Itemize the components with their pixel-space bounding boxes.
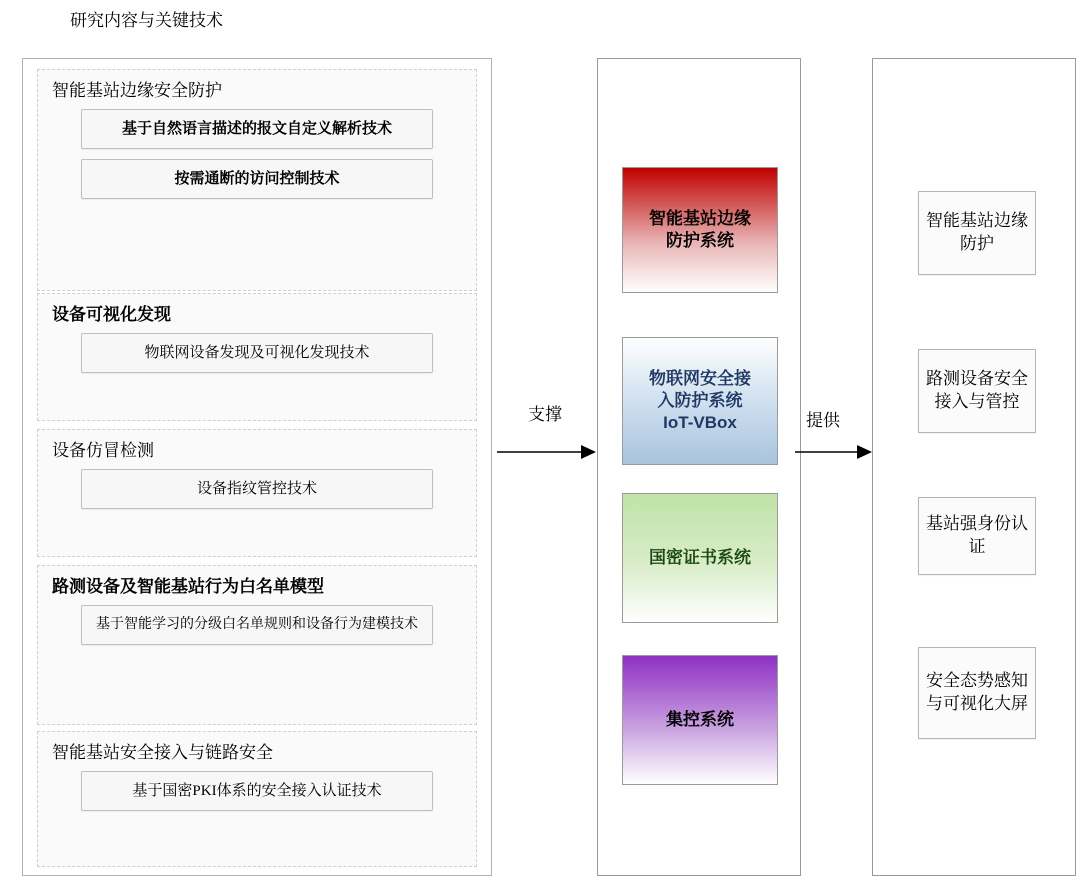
- system-box: [622, 337, 778, 465]
- technology-item: 物联网设备发现及可视化发现技术: [81, 333, 433, 373]
- system-box: [622, 493, 778, 623]
- technology-item: 基于自然语言描述的报文自定义解析技术: [81, 109, 433, 149]
- arrow-support-icon: [497, 440, 597, 464]
- output-box: 安全态势感知与可视化大屏: [918, 647, 1036, 739]
- system-box: [622, 167, 778, 293]
- system-line-1: 物联网安全接: [649, 368, 751, 388]
- research-content-panel: [22, 58, 492, 876]
- research-group-title: 设备仿冒检测: [52, 441, 154, 460]
- technology-item: 按需通断的访问控制技术: [81, 159, 433, 199]
- outputs-panel: [872, 58, 1076, 876]
- technology-item: 设备指纹管控技术: [81, 469, 433, 509]
- technology-item: 基于国密PKI体系的安全接入认证技术: [81, 771, 433, 811]
- system-box: [622, 655, 778, 785]
- research-group-title: 路测设备及智能基站行为白名单模型: [52, 577, 324, 596]
- output-box: 智能基站边缘防护: [918, 191, 1036, 275]
- output-box: 路测设备安全接入与管控: [918, 349, 1036, 433]
- research-group-title: 智能基站边缘安全防护: [52, 81, 222, 100]
- research-group: [37, 293, 477, 421]
- system-line-2: 防护系统: [666, 231, 734, 250]
- system-line-1: 智能基站边缘: [649, 208, 751, 228]
- arrow-provide-icon: [795, 440, 873, 464]
- technology-item: 基于智能学习的分级白名单规则和设备行为建模技术: [81, 605, 433, 645]
- systems-panel: [597, 58, 801, 876]
- research-group: [37, 69, 477, 291]
- system-line-2: 入防护系统: [657, 390, 743, 410]
- system-subtitle: IoT-VBox: [663, 413, 737, 433]
- arrow-label-support: 支撑: [528, 405, 562, 424]
- output-box: 基站强身份认证: [918, 497, 1036, 575]
- system-line-1: 国密证书系统: [649, 547, 751, 567]
- research-group-title: 设备可视化发现: [52, 305, 171, 324]
- arrow-label-provide: 提供: [806, 411, 840, 430]
- research-group: [37, 565, 477, 725]
- page-title: 研究内容与关键技术: [70, 11, 223, 30]
- system-line-1: 集控系统: [666, 709, 734, 729]
- research-group-title: 智能基站安全接入与链路安全: [52, 743, 273, 762]
- research-group: [37, 429, 477, 557]
- research-group: [37, 731, 477, 867]
